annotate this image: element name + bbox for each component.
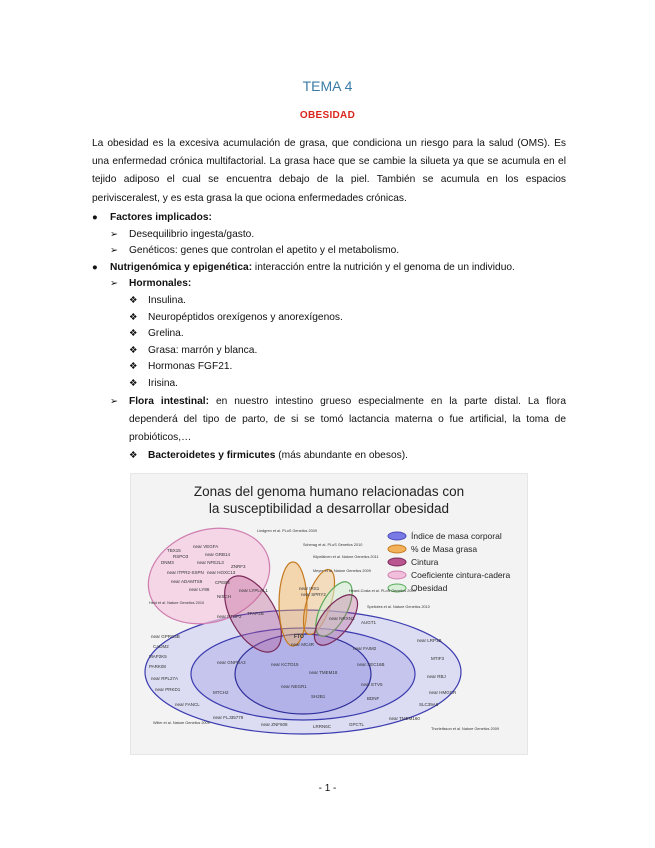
legend-swatch <box>388 558 406 566</box>
gene-label: near FANCL <box>175 702 200 707</box>
gene-label: CPEB4 <box>215 580 230 585</box>
gene-label: near ITPR2-SSPN <box>167 570 204 575</box>
factores-item: Genéticos: genes que controlan el apetito y el metabolismo. <box>129 245 400 257</box>
ref-label: Thorleifsson et al. Nature Genetics 2009 <box>431 727 499 731</box>
gene-label: DNM3 <box>161 560 174 565</box>
legend-swatch <box>388 545 406 553</box>
gene-label: near HMGCR <box>429 690 457 695</box>
gene-label: near TMEM160 <box>389 716 420 721</box>
list-item <box>92 293 566 310</box>
gene-label: near FLJ35779 <box>213 715 244 720</box>
diamond-bullet-icon: ❖ <box>129 328 138 340</box>
gene-label: near TMEM18 <box>309 670 338 675</box>
list-item <box>92 210 566 227</box>
gene-label: near SEC16B <box>357 662 385 667</box>
hormonal-item: Grelina. <box>148 328 184 340</box>
gene-label: near SPRY2 <box>301 592 326 597</box>
gene-label: near NRXN3 <box>329 616 355 621</box>
gene-label: near ZNF608 <box>261 722 288 727</box>
gene-label: near NEGR1 <box>281 684 307 689</box>
gene-label: near KCTD15 <box>271 662 299 667</box>
list-item <box>92 243 566 260</box>
legend-label: Índice de masa corporal <box>411 531 502 541</box>
gene-label: near ADAMTS9 <box>171 579 203 584</box>
arrow-bullet-icon: ➢ <box>110 245 118 257</box>
bullet-icon: ● <box>92 212 98 223</box>
gene-label: NISCH <box>217 594 232 599</box>
figure-title-line2: la susceptibilidad a desarrollar obesidad <box>208 501 450 516</box>
gene-label: MTCH2 <box>213 690 229 695</box>
list-item <box>92 359 566 376</box>
legend-label: % de Masa grasa <box>411 544 478 554</box>
legend <box>388 531 510 593</box>
gene-label: GPCTL <box>349 722 365 727</box>
figure-title-line1: Zonas del genoma humano relacionadas con <box>193 484 465 499</box>
page-title: TEMA 4 <box>302 78 353 94</box>
gene-label: TFAP2B <box>247 611 264 616</box>
genome-figure <box>130 473 528 755</box>
ref-label: Scherag et al. PLoS Genetics 2010 <box>303 543 363 547</box>
gene-label: MAP2K5 <box>149 654 167 659</box>
legend-label: Obesidad <box>411 583 448 593</box>
ref-label: Speliotes et al. Nature Genetics 2010 <box>367 605 430 609</box>
diamond-bullet-icon: ❖ <box>129 344 138 356</box>
hormonal-item: Irisina. <box>148 377 179 389</box>
gene-label: MTIF3 <box>431 656 444 661</box>
arrow-bullet-icon: ➢ <box>110 228 118 240</box>
gene-label: near LRP1B <box>417 638 442 643</box>
gene-label: near HOXC13 <box>207 570 236 575</box>
list-item <box>92 310 566 327</box>
list-item <box>92 343 566 360</box>
diamond-bullet-icon: ❖ <box>129 449 138 461</box>
gene-label: SH2B1 <box>311 694 326 699</box>
gene-label: FTO <box>294 634 304 640</box>
list-item <box>92 376 566 393</box>
gene-label: near ETV5 <box>361 682 383 687</box>
gene-label: near PRKD1 <box>155 687 181 692</box>
hormonal-item: Neuropéptidos orexígenos y anorexígenos. <box>148 311 343 323</box>
ref-label: Heid et al. Nature Genetics 2010 <box>149 601 205 605</box>
gene-label: RSPO3 <box>173 554 189 559</box>
ref-label: Kilpeläinen et al. Nature Genetics 2011 <box>313 555 379 559</box>
diamond-bullet-icon: ❖ <box>129 377 138 389</box>
arrow-bullet-icon: ➢ <box>110 395 118 407</box>
ref-label: Willer et al. Nature Genetics 2009 <box>153 721 210 725</box>
gene-label: SLC39A8 <box>419 702 439 707</box>
hormonal-item: Insulina. <box>148 294 186 306</box>
gene-label: near PTBP2 <box>217 614 242 619</box>
gene-label: near MC4R <box>291 642 315 647</box>
ref-label: Lindgren et al. PLoS Genetics 2009 <box>257 529 317 533</box>
hormonal-item: Grasa: marrón y blanca. <box>148 344 258 356</box>
gene-label: near LY86 <box>189 587 210 592</box>
genome-venn-diagram <box>131 474 527 754</box>
flora-text: en nuestro intestino grueso especialmente en la parte distal. La flora dependerá del tipo de parto, de si se tomó lactancia materna o fue artificial, la toma de probióticos,… <box>129 395 566 444</box>
flora-label: Flora intestinal: <box>129 395 209 407</box>
ref-label: Meyre et al. Nature Genetics 2009 <box>313 569 371 573</box>
gene-label: LRRN6C <box>313 724 332 729</box>
gene-label: BDNF <box>367 696 380 701</box>
gene-label: TBX15 <box>167 548 181 553</box>
intro-paragraph: La obesidad es la excesiva acumulación de grasa, que condiciona un riesgo para la salud (OMS). Es una enfermedad crónica multifactorial. La grasa hace que se cambie la silueta ya que se acumula en el tejido adiposo el cual se encuentra debajo de la piel. También se acumula en los espacios perivisceralest, y es esta grasa la que ociona enfermedades crónicas. <box>92 138 566 204</box>
legend-swatch <box>388 532 406 540</box>
gene-label: near GRB14 <box>205 552 231 557</box>
factores-item: Desequilibrio ingesta/gasto. <box>129 228 255 240</box>
hormonales-label: Hormonales: <box>129 278 192 290</box>
bacter-text: (más abundante en obesos). <box>275 449 408 461</box>
list-item <box>92 448 566 465</box>
gene-label: near GPRC5B <box>151 634 180 639</box>
nutri-text: interacción entre la nutrición y el genoma de un individuo. <box>252 261 515 273</box>
legend-label: Cintura <box>411 557 439 567</box>
ref-label: Heard-Costa et al. PLoS Genetics 2009 <box>349 589 416 593</box>
list-item <box>92 276 566 293</box>
page-number: - 1 - <box>318 783 337 794</box>
diamond-bullet-icon: ❖ <box>129 311 138 323</box>
nutri-label: Nutrigenómica y epigenética: <box>110 261 253 273</box>
gene-label: near IRS1 <box>299 586 320 591</box>
factores-label: Factores implicados: <box>110 212 212 223</box>
list-item <box>92 227 566 244</box>
diamond-bullet-icon: ❖ <box>129 294 138 306</box>
diamond-bullet-icon: ❖ <box>129 361 138 373</box>
legend-label: Coeficiente cintura-cadera <box>411 570 511 580</box>
bullet-icon: ● <box>92 261 98 273</box>
page-subtitle: OBESIDAD <box>299 110 356 121</box>
gene-label: PARK08 <box>149 664 166 669</box>
gene-label: near FAIM2 <box>353 646 377 651</box>
gene-label: near NFE2L3 <box>197 560 224 565</box>
list-item <box>92 393 566 448</box>
arrow-bullet-icon: ➢ <box>110 278 118 290</box>
gene-label: near RPL27A <box>151 676 179 681</box>
gene-label: near RBJ <box>427 674 446 679</box>
gene-label: AUGT1 <box>361 620 377 625</box>
bacter-label: Bacteroidetes y firmicutes <box>148 449 276 461</box>
gene-label: CADM2 <box>153 644 169 649</box>
gene-label: ZNRF3 <box>231 564 246 569</box>
gene-label: near VEGFA <box>193 544 219 549</box>
content-list <box>92 210 566 464</box>
hormonal-item: Hormonas FGF21. <box>148 361 233 373</box>
list-item <box>92 260 566 277</box>
legend-swatch <box>388 571 406 579</box>
list-item <box>92 326 566 343</box>
gene-label: near GNPDA2 <box>217 660 246 665</box>
gene-label: near LYPLAL1 <box>239 588 268 593</box>
